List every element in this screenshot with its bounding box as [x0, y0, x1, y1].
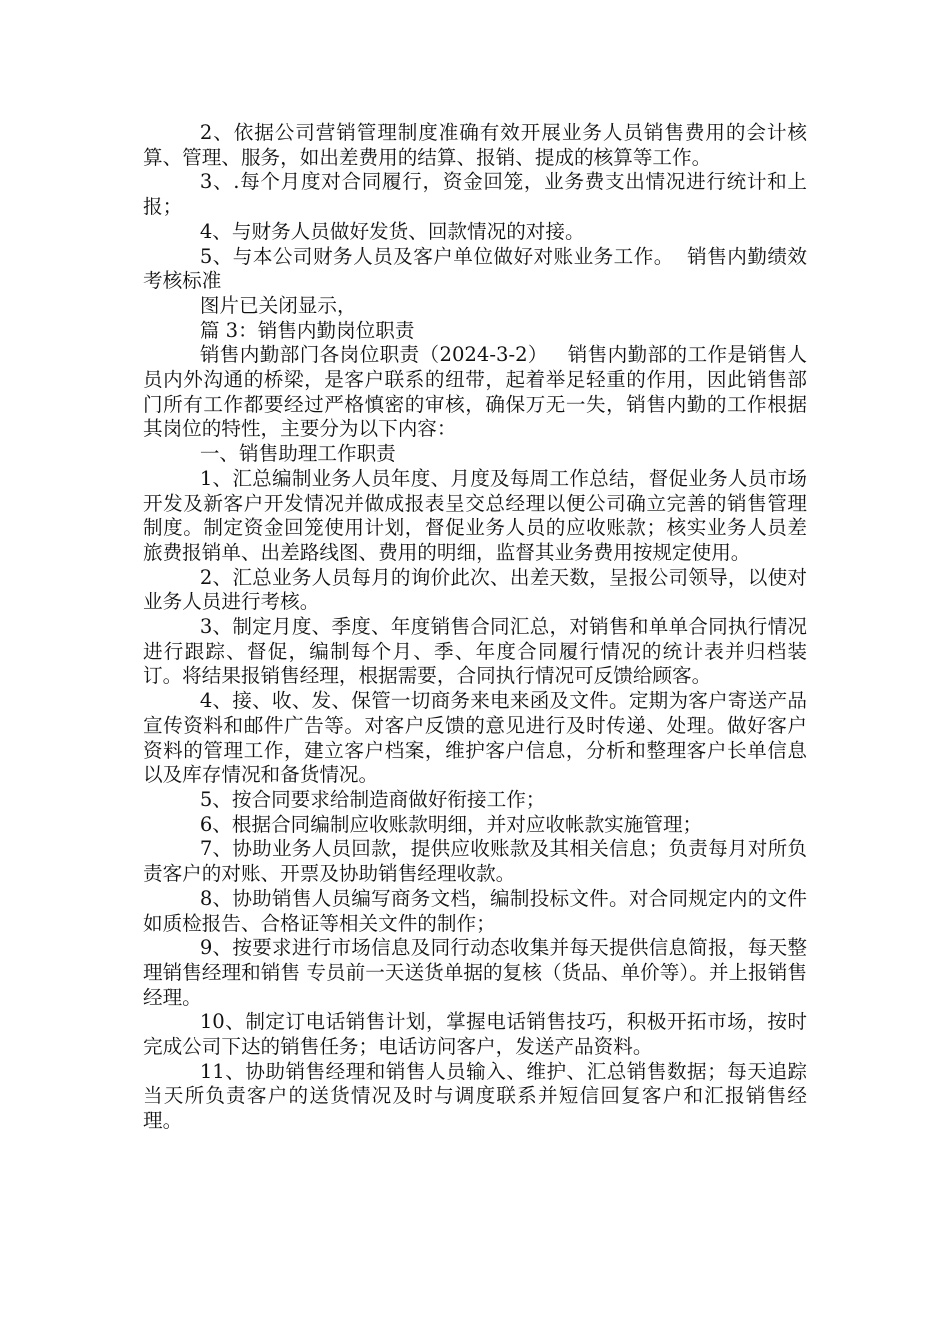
duty-item-5: 5、按合同要求给制造商做好衔接工作；: [199, 787, 546, 811]
paragraph-department-intro: 销售内勤部门各岗位职责（2024-3-2） 销售内勤部的工作是销售人员内外沟通的桥梁，是客户联系的纽带，起着举足轻重的作用，因此销售部门所有工作都要经过严格慎密的审核，确保万无一失，销售内勤的工作根据其岗位的特性，主要分为以下内容：: [143, 343, 807, 441]
document-body: [143, 121, 807, 1134]
duty-item-8: 8、协助销售人员编写商务文档，编制投标文件。对合同规定内的文件如质检报告、合格证等相关文件的制作；: [143, 886, 807, 935]
duty-item-9: 9、按要求进行市场信息及同行动态收集并每天提供信息简报，每天整理销售经理和销售 专员前一天送货单据的复核（货品、单价等）。并上报销售经理。: [143, 936, 807, 1009]
section-heading-chapter-3: 篇 3：销售内勤岗位职责: [199, 318, 415, 342]
paragraph-image-hidden-note: 图片已关闭显示，: [199, 293, 357, 317]
paragraph-contract-statistics: 3、.每个月度对合同履行，资金回笼，业务费支出情况进行统计和上报；: [143, 170, 807, 219]
duty-item-4: 4、接、收、发、保管一切商务来电来函及文件。定期为客户寄送产品宣传资料和邮件广告等。对客户反馈的意见进行及时传递、处理。做好客户资料的管理工作，建立客户档案，维护客户信息，分析和整理客户长单信息以及库存情况和备货情况。: [143, 689, 807, 787]
duty-item-2: 2、汇总业务人员每月的询价此次、出差天数，呈报公司领导，以使对业务人员进行考核。: [143, 565, 807, 614]
duty-item-10: 10、制定订电话销售计划，掌握电话销售技巧，积极开拓市场，按时完成公司下达的销售任务；电话访问客户，发送产品资料。: [143, 1010, 807, 1059]
paragraph-finance-docking: 4、与财务人员做好发货、回款情况的对接。: [199, 219, 585, 243]
subheading-sales-assistant-duties: 一、销售助理工作职责: [199, 442, 396, 466]
duty-item-11: 11、协助销售经理和销售人员输入、维护、汇总销售数据；每天追踪当天所负责客户的送货情况及时与调度联系并短信回复客户和汇报销售经理。: [143, 1059, 807, 1133]
duty-item-1: 1、汇总编制业务人员年度、月度及每周工作总结，督促业务人员市场开发及新客户开发情况并做成报表呈交总经理以便公司确立完善的销售管理制度。制定资金回笼使用计划，督促业务人员的应收账款；核实业务人员差旅费报销单、出差路线图、费用的明细，监督其业务费用按规定使用。: [143, 466, 807, 564]
duty-item-7: 7、协助业务人员回款，提供应收账款及其相关信息；负责每月对所负责客户的对账、开票及协助销售经理收款。: [143, 837, 807, 886]
duty-item-3: 3、制定月度、季度、年度销售合同汇总，对销售和单单合同执行情况进行跟踪、督促，编制每个月、季、年度合同履行情况的统计表并归档装订。将结果报销售经理，根据需要，合同执行情况可反馈给顾客。: [143, 615, 807, 688]
duty-item-6: 6、根据合同编制应收账款明细，并对应收帐款实施管理；: [199, 812, 703, 836]
paragraph-reconciliation: 5、与本公司财务人员及客户单位做好对账业务工作。 销售内勤绩效考核标准: [143, 244, 807, 293]
paragraph-cost-accounting: 2、依据公司营销管理制度准确有效开展业务人员销售费用的会计核算、管理、服务，如出差费用的结算、报销、提成的核算等工作。: [143, 121, 807, 169]
